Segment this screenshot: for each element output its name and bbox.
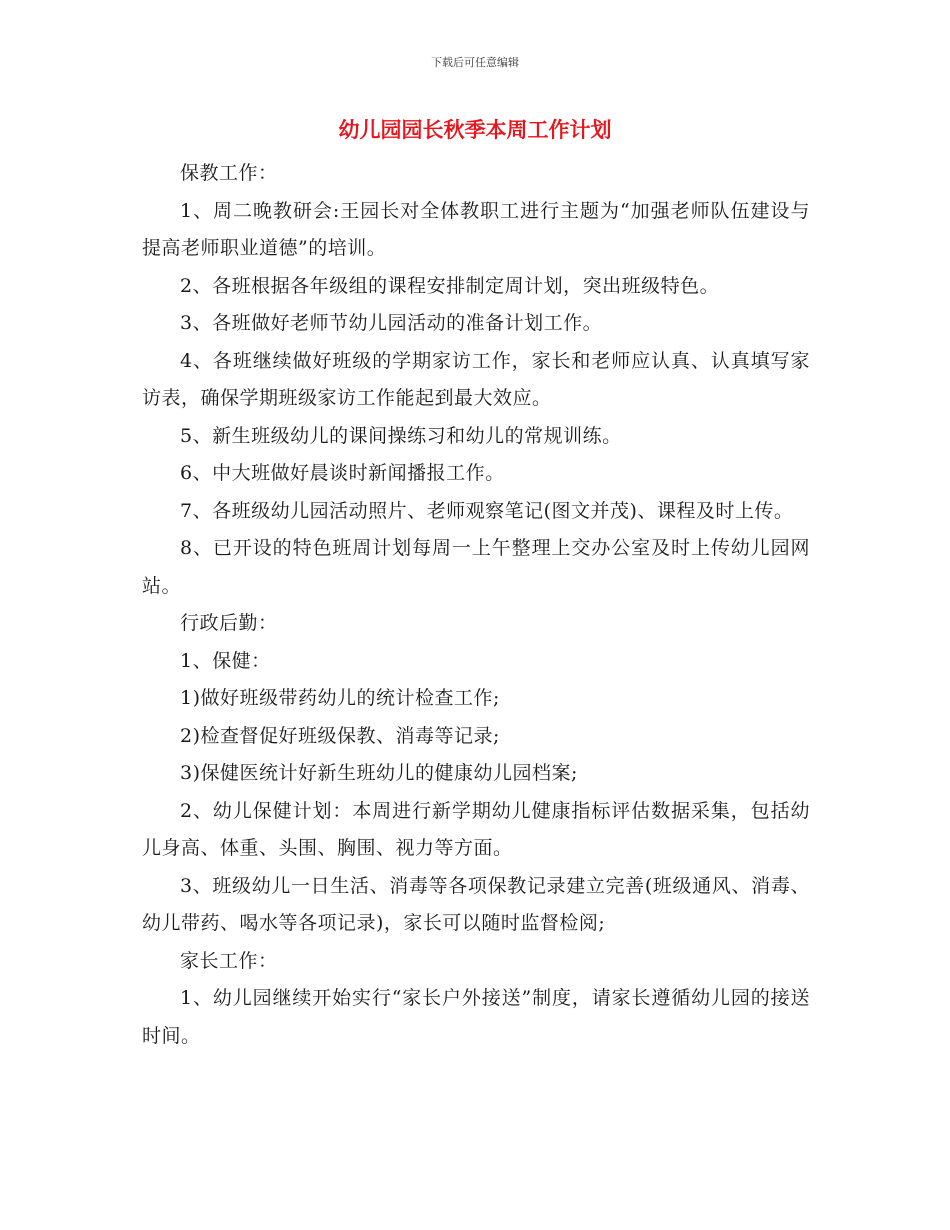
paragraph-section-heading: 行政后勤： (180, 612, 278, 634)
paragraph: 4、各班继续做好班级的学期家访工作，家长和老师应认真、认真填写家访表，确保学期班级家访工作能起到最大效应。 (142, 349, 810, 409)
paragraph: 1)做好班级带药幼儿的统计检查工作; (180, 687, 500, 709)
paragraph: 1、保健： (180, 649, 271, 672)
paragraph: 6、中大班做好晨谈时新闻播报工作。 (180, 462, 505, 484)
paragraph: 2、各班根据各年级组的课程安排制定周计划，突出班级特色。 (180, 274, 720, 297)
paragraph: 3、各班做好老师节幼儿园活动的准备计划工作。 (180, 312, 603, 334)
paragraph: 8、已开设的特色班周计划每周一上午整理上交办公室及时上传幼儿园网站。 (142, 537, 810, 597)
paragraph: 1、幼儿园继续开始实行“家长户外接送”制度，请家长遵循幼儿园的接送时间。 (142, 987, 810, 1047)
paragraph: 3、班级幼儿一日生活、消毒等各项保教记录建立完善(班级通风、消毒、幼儿带药、喝水等各项记录)，家长可以随时监督检阅; (142, 874, 810, 934)
paragraph: 5、新生班级幼儿的课间操练习和幼儿的常规训练。 (180, 424, 622, 447)
paragraph-section-heading: 保教工作： (180, 162, 278, 184)
header-note: 下载后可任意编辑 (431, 56, 519, 69)
document-title: 幼儿园园长秋季本周工作计划 (338, 118, 612, 142)
paragraph: 1、周二晚教研会:王园长对全体教职工进行主题为“加强老师队伍建设与提高老师职业道德”的培训。 (142, 199, 810, 259)
paragraph: 3)保健医统计好新生班幼儿的健康幼儿园档案; (180, 762, 578, 784)
paragraph: 2)检查督促好班级保教、消毒等记录; (180, 724, 500, 747)
paragraph: 7、各班级幼儿园活动照片、老师观察笔记(图文并茂)、课程及时上传。 (180, 499, 794, 522)
paragraph-section-heading: 家长工作： (180, 949, 278, 972)
paragraph: 2、幼儿保健计划：本周进行新学期幼儿健康指标评估数据采集，包括幼儿身高、体重、头围、胸围、视力等方面。 (142, 799, 810, 859)
document-body (142, 155, 810, 1055)
